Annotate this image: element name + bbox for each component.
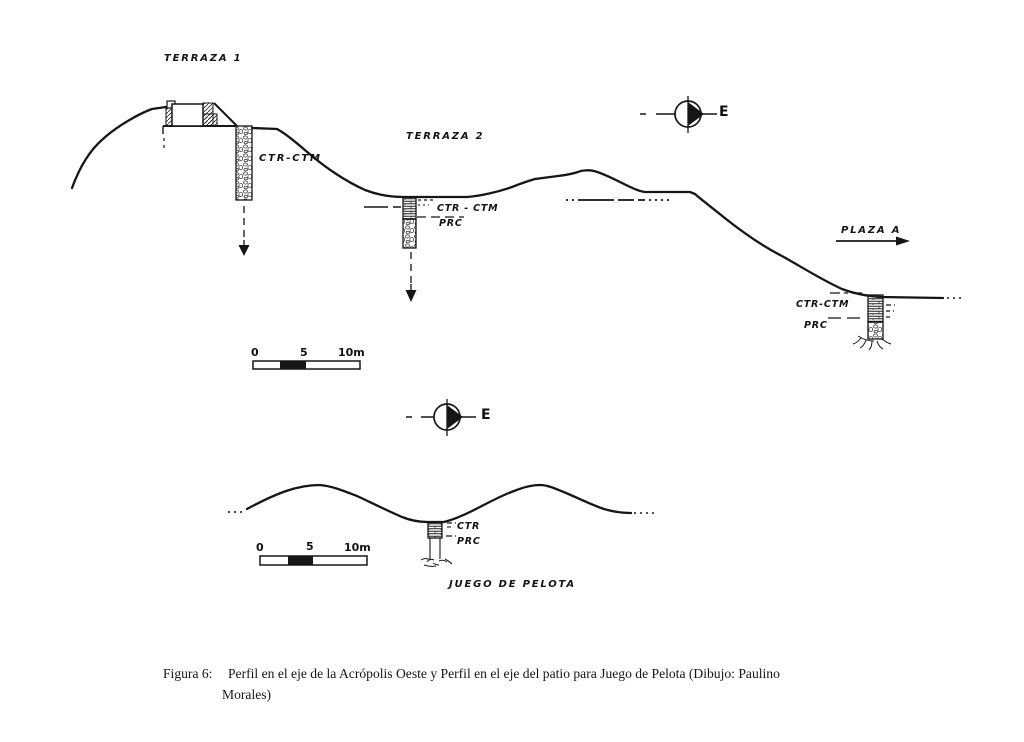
scalebar-lower-five: 5 xyxy=(306,540,314,553)
excavation-trench-ballcourt xyxy=(421,522,456,566)
scalebar-upper-five: 5 xyxy=(300,346,308,359)
trench-ballcourt-label: CTR xyxy=(457,521,481,532)
caption-line1: Perfil en el eje de la Acrópolis Oeste y Perfil en el eje del patio para Juego de Pelota (Dibujo: Paulino xyxy=(228,666,780,681)
scalebar-lower-zero: 0 xyxy=(256,541,264,554)
trench3-label: CTR-CTM xyxy=(796,299,850,310)
trench1-label: CTR-CTM xyxy=(259,153,322,164)
caption-line2: Morales) xyxy=(222,687,272,702)
right-arrow-icon xyxy=(896,237,910,246)
excavation-trench-1 xyxy=(236,126,252,256)
plaza-label: PLAZA A xyxy=(841,225,902,236)
terrain-line-upper-left xyxy=(72,107,166,188)
compass-east-label-lower: E xyxy=(481,407,491,423)
trench3-sublabel: PRC xyxy=(804,320,828,331)
terraza1-label: TERRAZA 1 xyxy=(164,53,243,64)
terraza2-label: TERRAZA 2 xyxy=(406,131,485,142)
east-compass-icon-lower xyxy=(406,399,476,436)
trench2-sublabel: PRC xyxy=(439,218,463,229)
plaza-direction-arrow xyxy=(836,237,910,246)
terrain-line-upper-right xyxy=(252,128,943,298)
east-compass-icon-upper xyxy=(640,96,717,133)
caption-figure-number: Figura 6: xyxy=(163,666,213,681)
trench-ballcourt-sublabel: PRC xyxy=(457,536,481,547)
scale-bar-lower xyxy=(260,556,367,565)
terrain-line-lower xyxy=(247,485,631,522)
root-scribble xyxy=(421,559,452,567)
trench2-label: CTR - CTM xyxy=(437,203,499,214)
scale-bar-upper xyxy=(253,361,360,369)
scalebar-upper-ten: 10m xyxy=(338,346,365,359)
site-label-juego-de-pelota: JUEGO DE PELOTA xyxy=(449,579,576,590)
down-arrow-icon xyxy=(239,245,250,256)
down-arrow-icon xyxy=(406,290,417,302)
scalebar-lower-ten: 10m xyxy=(344,541,371,554)
structure-terraza1 xyxy=(163,101,237,152)
compass-east-label-upper: E xyxy=(719,104,729,120)
scalebar-upper-zero: 0 xyxy=(251,346,259,359)
